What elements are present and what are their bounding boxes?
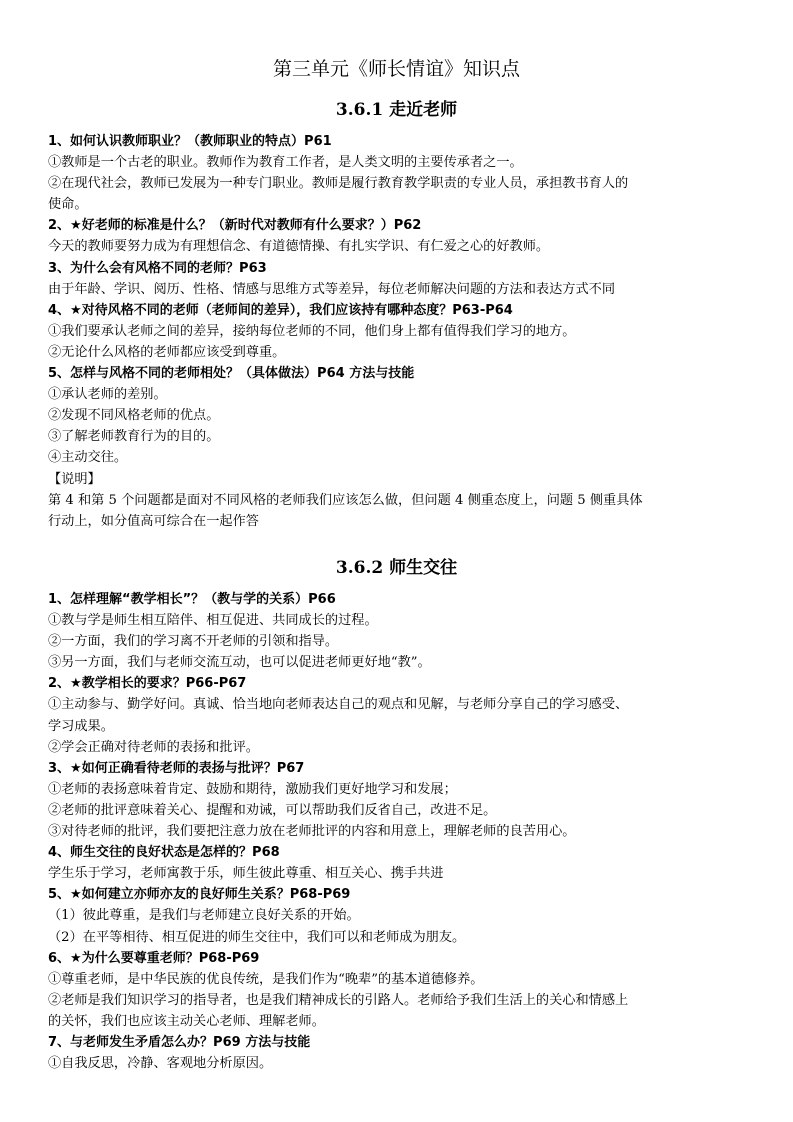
answer-line: ①老师的表扬意味着肯定、鼓励和期待，激励我们更好地学习和发展； (48, 781, 457, 797)
question-line: 1、如何认识教师职业？（教师职业的特点）P61 (48, 134, 332, 149)
answer-line: ③了解老师教育行为的目的。 (48, 429, 220, 445)
answer-line: 行动上，如分值高可综合在一起作答 (48, 513, 259, 529)
document-title: 第三单元《师长情谊》知识点 (272, 58, 520, 80)
question-line: 2、★教学相长的要求？P66-P67 (48, 676, 247, 692)
question-line: 4、★对待风格不同的老师（老师间的差异），我们应该持有哪种态度？P63-P64 (48, 302, 513, 318)
answer-line: ①我们要承认老师之间的差异，接纳每位老师的不同，他们身上都有值得我们学习的地方。 (48, 323, 576, 339)
question-line: 2、★好老师的标准是什么？（新时代对教师有什么要求？）P62 (48, 218, 422, 234)
question-line: 7、与老师发生矛盾怎么办？P69 方法与技能 (48, 1034, 311, 1050)
answer-line: ①教与学是师生相互陪伴、相互促进、共同成长的过程。 (48, 613, 378, 629)
answer-line: ①承认老师的差别。 (48, 387, 167, 403)
question-line: 6、★为什么要尊重老师？P68-P69 (48, 950, 260, 966)
answer-line: （2）在平等相待、相互促进的师生交往中，我们可以和老师成为朋友。 (48, 929, 466, 945)
question-line: 4、师生交往的良好状态是怎样的？P68 (48, 845, 280, 861)
answer-line: 由于年龄、学识、阅历、性格、情感与思维方式等差异，每位老师解决问题的方法和表达方式不同 (48, 281, 616, 297)
answer-line: 使命。 (48, 197, 88, 213)
answer-line: ②在现代社会，教师已发展为一种专门职业。教师是履行教育教学职责的专业人员，承担教书育人的 (48, 176, 629, 192)
answer-line: ②一方面，我们的学习离不开老师的引领和指导。 (48, 634, 339, 650)
answer-line: 学生乐于学习，老师寓教于乐，师生彼此尊重、相互关心、携手共进 (48, 866, 444, 882)
answer-line: ②无论什么风格的老师都应该受到尊重。 (48, 344, 286, 360)
answer-line: 的关怀，我们也应该主动关心老师、理解老师。 (48, 1013, 325, 1029)
question-line: 1、怎样理解“教学相长”？（教与学的关系）P66 (48, 592, 336, 607)
question-line: 3、★如何正确看待老师的表扬与批评？P67 (48, 760, 305, 776)
answer-line: ②发现不同风格老师的优点。 (48, 408, 220, 424)
answer-line: ①主动参与、勤学好问。真诚、恰当地向老师表达自己的观点和见解，与老师分享自己的学习感受、 (48, 697, 629, 713)
answer-line: ①尊重老师，是中华民族的优良传统，是我们作为“晚辈”的基本道德修养。 (48, 971, 484, 987)
answer-line: ②老师的批评意味着关心、提醒和劝诫，可以帮助我们反省自己，改进不足。 (48, 802, 497, 818)
section-heading-2: 3.6.2 师生交往 (335, 558, 458, 578)
answer-line: ②老师是我们知识学习的指导者，也是我们精神成长的引路人。老师给予我们生活上的关心和情感上 (48, 992, 629, 1008)
section-heading-1: 3.6.1 走近老师 (335, 100, 458, 120)
answer-line: ③另一方面，我们与老师交流互动，也可以促进老师更好地“教”。 (48, 655, 431, 671)
answer-line: ②学会正确对待老师的表扬和批评。 (48, 739, 259, 755)
answer-line: ①自我反思，冷静、客观地分析原因。 (48, 1056, 273, 1072)
answer-line: ④主动交往。 (48, 450, 128, 466)
answer-line: ③对待老师的批评，我们要把注意力放在老师批评的内容和用意上，理解老师的良苦用心。 (48, 824, 576, 840)
question-line: 5、怎样与风格不同的老师相处？（具体做法）P64 方法与技能 (48, 366, 415, 382)
answer-line: 【说明】 (48, 471, 101, 487)
question-line: 3、为什么会有风格不同的老师？P63 (48, 260, 267, 276)
answer-line: 第 4 和第 5 个问题都是面对不同风格的老师我们应该怎么做，但问题 4 侧重态度上，问题 5 侧重具体 (48, 492, 643, 508)
question-line: 5、★如何建立亦师亦友的良好师生关系？P68-P69 (48, 887, 351, 903)
section-body-2 (48, 589, 748, 1074)
answer-line: （1）彼此尊重，是我们与老师建立良好关系的开始。 (48, 908, 360, 924)
section-body-1 (48, 131, 748, 532)
answer-line: 今天的教师要努力成为有理想信念、有道德情操、有扎实学识、有仁爱之心的好教师。 (48, 239, 550, 255)
answer-line: 学习成果。 (48, 718, 114, 734)
answer-line: ①教师是一个古老的职业。教师作为教育工作者，是人类文明的主要传承者之一。 (48, 155, 523, 171)
